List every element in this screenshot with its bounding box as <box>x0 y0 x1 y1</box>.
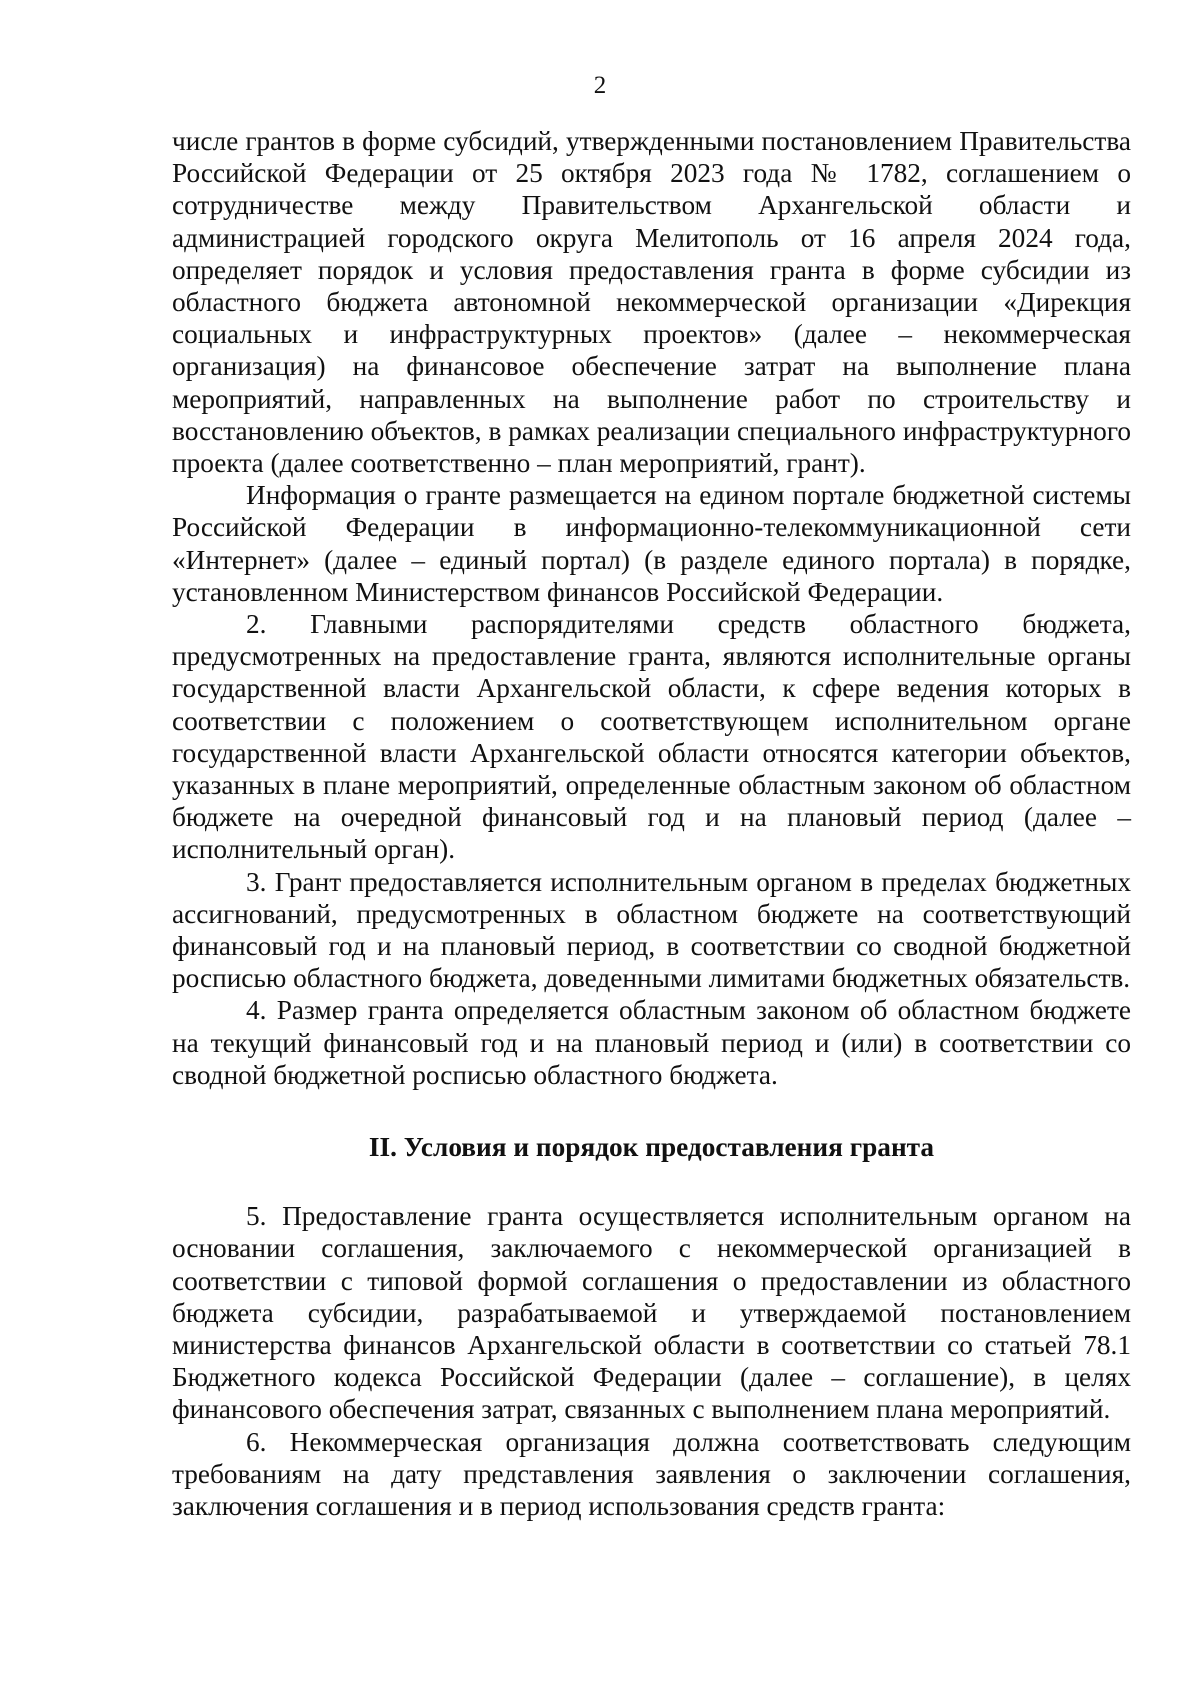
paragraph-grant-information: Информация о гранте размещается на едином портале бюджетной системы Российской Федерации в информационно-телекоммуникационной сети «Интернет» (далее – единый портал) (в разделе единого портала) в порядке, установленном Министерством финансов Российской Федерации. <box>172 480 1131 607</box>
paragraph-continued-purpose: числе грантов в форме субсидий, утвержденными постановлением Правительства Российской Федерации от 25 октября 2023 года № 1782, соглашением о сотрудничестве между Правительством Архангельской области и администрацией городского округа Мелитополь от 16 апреля 2024 года, определяет порядок и условия предоставления гранта в форме субсидии из областного бюджета автономной некоммерческой организации «Дирекция социальных и инфраструктурных проектов» (далее – некоммерческая организация) на финансовое обеспечение затрат на выполнение плана мероприятий, направленных на выполнение работ по строительству и восстановлению объектов, в рамках реализации специального инфраструктурного проекта (далее соответственно – план мероприятий, грант). <box>172 126 1131 479</box>
page-number: 2 <box>593 72 607 99</box>
section-heading: II. Условия и порядок предоставления гранта <box>368 1132 935 1163</box>
paragraph-item-4: 4. Размер гранта определяется областным законом об областном бюджете на текущий финансовый год и на плановый период и (или) в соответствии со сводной бюджетной росписью областного бюджета. <box>172 995 1131 1090</box>
paragraph-item-6: 6. Некоммерческая организация должна соответствовать следующим требованиям на дату представления заявления о заключении соглашения, заключения соглашения и в период использования средств гранта: <box>172 1426 1131 1521</box>
paragraph-item-2: 2. Главными распорядителями средств областного бюджета, предусмотренных на предоставление гранта, являются исполнительные органы государственной власти Архангельской области, к сфере ведения которых в соответствии с положением о соответствующем исполнительном органе государственной власти Архангельской области относятся категории объектов, указанных в плане мероприятий, определенные областным законом об областном бюджете на очередной финансовый год и на плановый период (далее – исполнительный орган). <box>172 609 1131 865</box>
paragraph-item-3: 3. Грант предоставляется исполнительным органом в пределах бюджетных ассигнований, предусмотренных в областном бюджете на соответствующий финансовый год и на плановый период, в соответствии со сводной бюджетной росписью областного бюджета, доведенными лимитами бюджетных обязательств. <box>172 866 1131 994</box>
paragraph-item-5: 5. Предоставление гранта осуществляется исполнительным органом на основании соглашения, заключаемого с некоммерческой организацией в соответствии с типовой формой соглашения о предоставлении из областного бюджета субсидии, разрабатываемой и утверждаемой постановлением министерства финансов Архангельской области в соответствии со статьей 78.1 Бюджетного кодекса Российской Федерации (далее – соглашение), в целях финансового обеспечения затрат, связанных с выполнением плана мероприятий. <box>172 1201 1131 1425</box>
document-body <box>172 125 1131 1522</box>
